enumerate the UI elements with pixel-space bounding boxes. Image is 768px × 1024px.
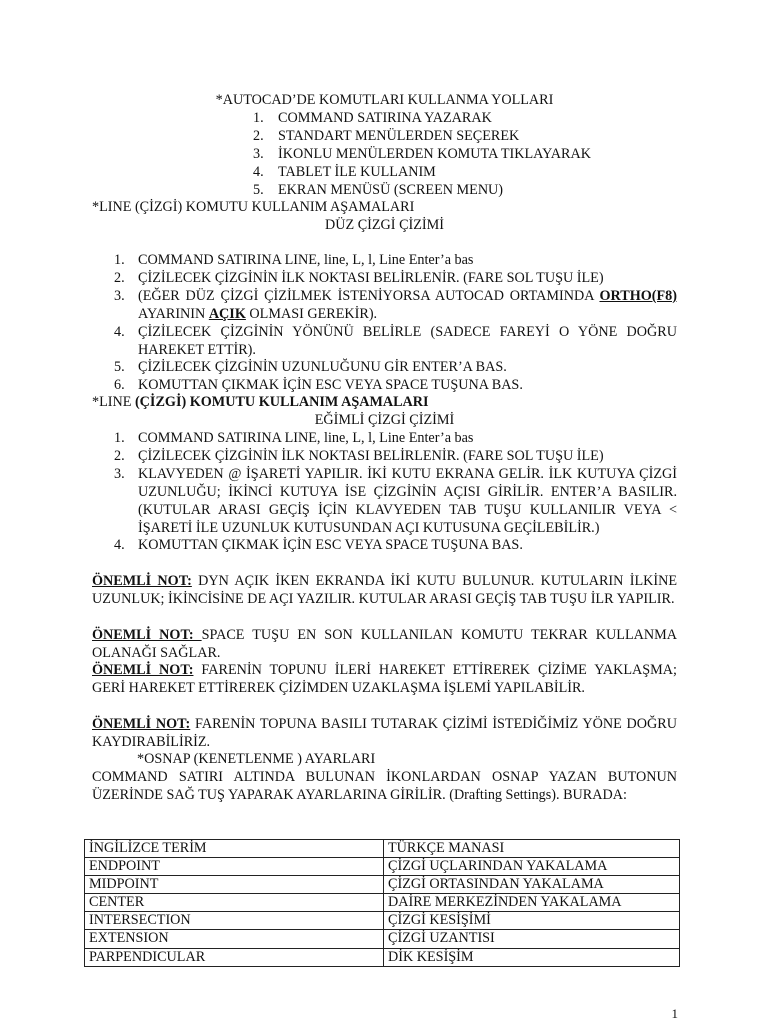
list-item: 1. COMMAND SATIRINA LINE, line, L, l, Line Enter’a bas [114, 252, 474, 268]
list-item: 2. ÇİZİLECEK ÇİZGİNİN İLK NOKTASI BELİRLENİR. (FARE SOL TUŞU İLE) [114, 269, 604, 286]
list-item: 4. TABLET İLE KULLANIM [253, 163, 436, 180]
list-item: 4. KOMUTTAN ÇIKMAK İÇİN ESC VEYA SPACE TUŞUNA BAS. [114, 537, 523, 554]
note-paragraph: ÖNEMLİ NOT: FARENİN TOPUNA BASILI TUTARAK ÇİZİMİ İSTEDİĞİMİZ YÖNE DOĞRU KAYDIRABİLİRİZ. [92, 716, 677, 750]
angled-line-steps [114, 430, 677, 555]
table-row: MIDPOINT ÇİZGİ ORTASINDAN YAKALAMA [85, 876, 680, 894]
note-paragraph: ÖNEMLİ NOT: FARENİN TOPUNU İLERİ HAREKET ETTİREREK ÇİZİME YAKLAŞMA; GERİ HAREKET ETTİREREK ÇİZİMDEN UZAKLAŞMA İŞLEMİ YAPILABİLİR. [92, 662, 677, 696]
list-item: 3. (EĞER DÜZ ÇİZGİ ÇİZİLMEK İSTENİYORSA AUTOCAD ORTAMINDA ORTHO(F8) AYARININ AÇIK OLMASI GEREKİR). [114, 287, 677, 322]
note-paragraph: ÖNEMLİ NOT: DYN AÇIK İKEN EKRANDA İKİ KUTU BULUNUR. KUTULARIN İLKİNE UZUNLUK; İKİNCİSİNE DE AÇI YAZILIR. KUTULAR ARASI GEÇİŞ TAB TUŞU İLR YAPILIR. [92, 573, 677, 607]
table-header-row [85, 840, 680, 858]
list-item: 2. ÇİZİLECEK ÇİZGİNİN İLK NOKTASI BELİRLENİR. (FARE SOL TUŞU İLE) [114, 447, 604, 464]
list-item: 3. KLAVYEDEN @ İŞARETİ YAPILIR. İKİ KUTU EKRANA GELİR. İLK KUTUYA ÇİZGİ UZUNLUĞU; İKİNCİ KUTUYA İSE ÇİZGİNİN AÇISI GİRİLİR. ENTER’A BASILIR. (KUTULAR ARASI GEÇİŞ İÇİN KLAVYEDEN TAB TUŞU KULLANILIR VEYA < İŞARETİ İLE UZUNLUK KUTUSUNDAN AÇI KUTUSUNA GEÇİLEBİLİR.) [114, 465, 677, 536]
command-ways-list [253, 110, 591, 200]
straight-line-steps [114, 252, 677, 395]
osnap-paragraph: COMMAND SATIRI ALTINDA BULUNAN İKONLARDAN OSNAP YAZAN BUTONUN ÜZERİNDE SAĞ TUŞ YAPARAK AYARLARINA GİRİLİR. (Drafting Settings). BURADA: [92, 769, 677, 803]
list-item: 6. KOMUTTAN ÇIKMAK İÇİN ESC VEYA SPACE TUŞUNA BAS. [114, 377, 523, 394]
table-header-cell: TÜRKÇE MANASI [384, 840, 680, 858]
ortho-highlight: ORTHO(F8) [599, 287, 677, 304]
list-item: 3. İKONLU MENÜLERDEN KOMUTA TIKLAYARAK [253, 145, 591, 162]
list-item: 4. ÇİZİLECEK ÇİZGİNİN YÖNÜNÜ BELİRLE (SADECE FAREYİ O YÖNE DOĞRU HAREKET ETTİR). [114, 323, 677, 358]
acik-highlight: AÇIK [208, 305, 246, 322]
table-row: INTERSECTION ÇİZGİ KESİŞİMİ [85, 912, 680, 930]
osnap-heading: *OSNAP (KENETLENME ) AYARLARI [137, 751, 376, 767]
list-item: 2. STANDART MENÜLERDEN SEÇEREK [253, 127, 520, 144]
table-header-cell: İNGİLİZCE TERİM [85, 840, 384, 858]
table-row: PARPENDICULAR DİK KESİŞİM [85, 948, 680, 966]
document-title: *AUTOCAD’DE KOMUTLARI KULLANMA YOLLARI [215, 92, 554, 108]
osnap-terms-table [84, 839, 680, 967]
note-paragraph: ÖNEMLİ NOT: SPACE TUŞU EN SON KULLANILAN KOMUTU TEKRAR KULLANMA OLANAĞI SAĞLAR. [92, 627, 677, 661]
table-row: ENDPOINT ÇİZGİ UÇLARINDAN YAKALAMA [85, 858, 680, 876]
list-item: 5. ÇİZİLECEK ÇİZGİNİN UZUNLUĞUNU GİR ENTER’A BAS. [114, 359, 507, 376]
line-section-heading: *LINE (ÇİZGİ) KOMUTU KULLANIM AŞAMALARI [92, 199, 415, 215]
list-item: 1. COMMAND SATIRINA LINE, line, L, l, Line Enter’a bas [114, 430, 474, 446]
line-section-heading-2: *LINE (ÇİZGİ) KOMUTU KULLANIM AŞAMALARI [92, 394, 429, 410]
page-number: 1 [671, 1006, 678, 1021]
list-item: 5. EKRAN MENÜSÜ (SCREEN MENU) [253, 181, 504, 198]
list-item: 1. COMMAND SATIRINA YAZARAK [253, 110, 492, 126]
table-row: EXTENSION ÇİZGİ UZANTISI [85, 930, 680, 948]
line-section-subheading: DÜZ ÇİZGİ ÇİZİMİ [325, 217, 444, 233]
table-row: CENTER DAİRE MERKEZİNDEN YAKALAMA [85, 894, 680, 912]
line-section-subheading-2: EĞİMLİ ÇİZGİ ÇİZİMİ [314, 412, 455, 428]
